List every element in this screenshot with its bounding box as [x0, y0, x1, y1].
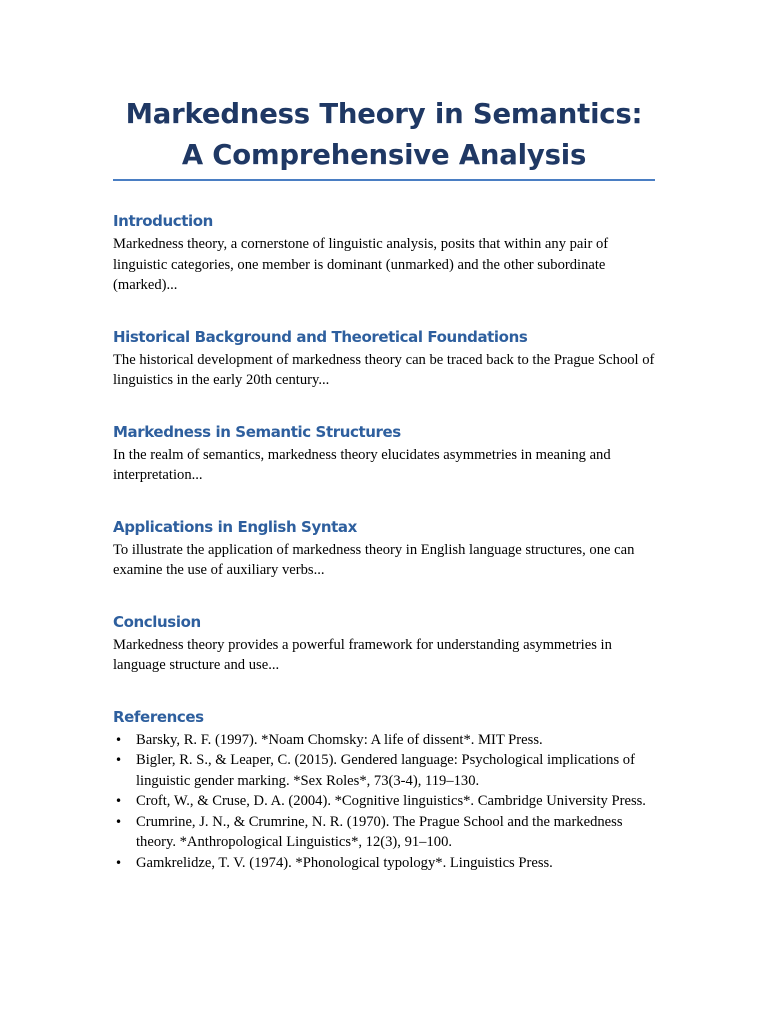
bullet-icon: • [115, 794, 123, 808]
bullet-icon: • [115, 814, 123, 829]
reference-text: Gamkrelidze, T. V. (1974). *Phonological typology*. Linguistics Press. [136, 854, 553, 871]
section-heading: Markedness in Semantic Structures [113, 422, 401, 441]
title-underline [113, 179, 655, 181]
bullet-icon: • [115, 732, 123, 747]
section-body: Markedness theory provides a powerful framework for understanding asymmetries in language structure and use... [113, 636, 612, 673]
reference-text: Bigler, R. S., & Leaper, C. (2015). Gendered language: Psychological implications of linguistic gender marking. *Sex Roles*, 73(3-4), 119–130. [136, 752, 635, 789]
reference-text: Barsky, R. F. (1997). *Noam Chomsky: A life of dissent*. MIT Press. [136, 731, 543, 748]
section-english-syntax [113, 517, 655, 581]
reference-text: Croft, W., & Cruse, D. A. (2004). *Cognitive linguistics*. Cambridge University Press. [136, 793, 646, 809]
references-list [113, 730, 655, 874]
section-body: Markedness theory, a cornerstone of linguistic analysis, posits that within any pair of linguistic categories, one member is dominant (unmarked) and the other subordinate (marked)... [113, 236, 609, 293]
reference-item [113, 853, 655, 874]
section-heading: Conclusion [113, 612, 201, 631]
section-references [113, 707, 655, 874]
section-body: In the realm of semantics, markedness theory elucidates asymmetries in meaning and interpretation... [113, 446, 611, 483]
reference-item [113, 750, 655, 791]
document-page [113, 94, 655, 873]
section-body: The historical development of markedness theory can be traced back to the Prague School of linguistics in the early 20th century... [113, 351, 655, 388]
reference-item [113, 791, 655, 812]
section-body: To illustrate the application of markedness theory in English language structures, one can examine the use of auxiliary verbs... [113, 541, 635, 578]
reference-item [113, 730, 655, 751]
section-heading: Historical Background and Theoretical Foundations [113, 327, 528, 346]
section-introduction [113, 211, 655, 296]
section-semantic-structures [113, 422, 655, 486]
reference-item [113, 812, 655, 853]
section-heading: Introduction [113, 212, 213, 230]
bullet-icon: • [115, 855, 123, 870]
document-title: Markedness Theory in Semantics: A Comprehensive Analysis [125, 98, 643, 171]
reference-text: Crumrine, J. N., & Crumrine, N. R. (1970). The Prague School and the markedness theory. *Anthropological Linguistics*, 12(3), 91–100. [136, 813, 623, 850]
section-historical-background [113, 327, 655, 391]
bullet-icon: • [115, 753, 123, 767]
section-conclusion [113, 612, 655, 676]
section-heading: Applications in English Syntax [113, 517, 357, 536]
section-heading: References [113, 707, 204, 726]
